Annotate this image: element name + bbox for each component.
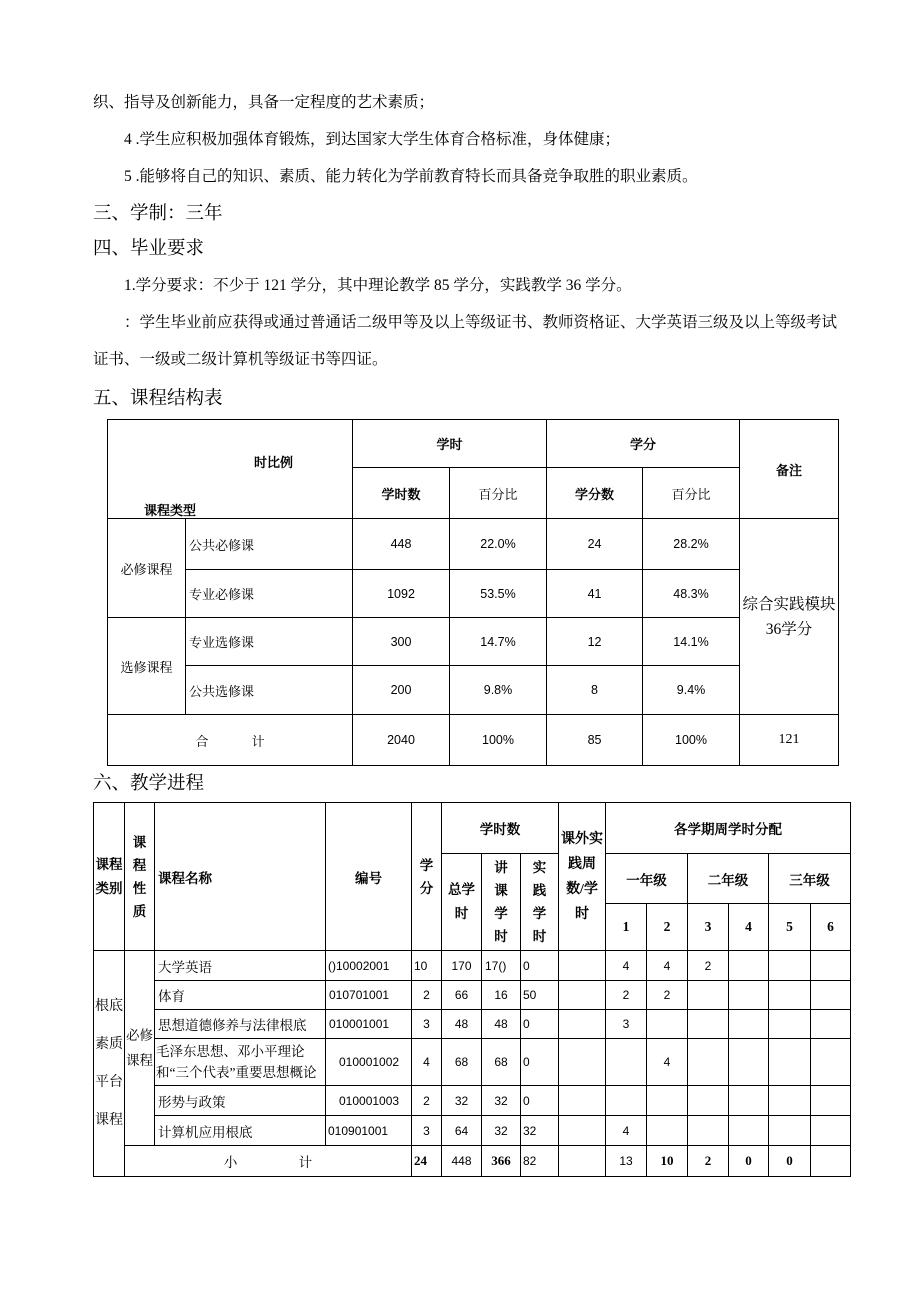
semester-1-cell: 2	[606, 981, 647, 1010]
credits-cell: 3	[412, 1116, 442, 1146]
semester-3-cell: 2	[688, 951, 729, 981]
course-code-cell: ()10002001	[326, 951, 412, 981]
note-line-module: 综合实践模块	[742, 595, 836, 613]
semester-3-header: 3	[688, 904, 729, 951]
course-code-cell: 010701001	[326, 981, 412, 1010]
section-heading-teaching-schedule: 六、教学进程	[93, 774, 205, 794]
hours-cell: 1092	[353, 570, 450, 618]
paragraph-credit-requirement: 1.学分要求：不少于 121 学分，其中理论教学 85 学分，实践教学 36 学分。	[124, 277, 632, 294]
semester-4-cell	[729, 1086, 769, 1116]
schedule-row	[94, 1010, 851, 1039]
extra-practice-header	[559, 803, 606, 951]
credits-cell: 12	[547, 618, 643, 666]
subtotal-lecture-hours: 366	[482, 1146, 521, 1177]
structure-row	[108, 618, 839, 666]
lecture-hours-header-label: 讲课学时	[494, 860, 508, 944]
subtotal-semester-3: 2	[688, 1146, 729, 1177]
course-name-cell: 思想道德修养与法律根底	[155, 1010, 326, 1039]
credits-cell: 2	[412, 981, 442, 1010]
total-label: 合 计	[108, 715, 353, 766]
course-name-cell: 形势与政策	[155, 1086, 326, 1116]
semester-2-cell	[647, 1010, 688, 1039]
course-type-cell: 专业选修课	[186, 618, 353, 666]
lecture-hours-cell: 32	[482, 1116, 521, 1146]
credits-cell: 24	[547, 519, 643, 570]
nature-header	[125, 803, 155, 951]
semester-6-cell	[811, 1116, 851, 1146]
total-hours-cell: 48	[442, 1010, 482, 1039]
extra-practice-cell	[559, 1010, 606, 1039]
hours-percent-cell: 53.5%	[450, 570, 547, 618]
section-heading-course-structure: 五、课程结构表	[93, 389, 223, 409]
paragraph-ability-continuation: 织、指导及创新能力，具备一定程度的艺术素质；	[93, 94, 435, 111]
semester-5-cell	[769, 1116, 811, 1146]
extra-practice-cell	[559, 1116, 606, 1146]
hours-cell: 300	[353, 618, 450, 666]
lecture-hours-header	[482, 854, 521, 951]
course-type-header-label: 课程类型	[144, 502, 197, 518]
total-credits: 85	[547, 715, 643, 766]
course-type-cell: 专业必修课	[186, 570, 353, 618]
semester-6-cell	[811, 981, 851, 1010]
paragraph-certificate-requirement-line-2: 证书、一级或二级计算机等级证书等四证。	[93, 351, 388, 368]
total-hours-percent: 100%	[450, 715, 547, 766]
course-code-cell: 010901001	[326, 1116, 412, 1146]
course-name-cell: 计算机应用根底	[155, 1116, 326, 1146]
credits-percent-cell: 9.4%	[643, 666, 740, 715]
section-heading-duration: 三、学制：三年	[93, 204, 223, 224]
course-code-cell: 010001001	[326, 1010, 412, 1039]
schedule-row	[94, 981, 851, 1010]
semester-3-cell	[688, 1039, 729, 1086]
course-type-cell: 公共必修课	[186, 519, 353, 570]
total-hours-cell: 66	[442, 981, 482, 1010]
credits-percent-header: 百分比	[643, 468, 740, 519]
structure-row	[108, 570, 839, 618]
note-line-credits: 36学分	[765, 620, 813, 638]
hours-percent-cell: 22.0%	[450, 519, 547, 570]
practice-hours-cell: 0	[521, 1086, 559, 1116]
subtotal-practice-hours: 82	[521, 1146, 559, 1177]
lecture-hours-cell: 68	[482, 1039, 521, 1086]
course-structure-table	[107, 419, 839, 766]
note-header: 备注	[740, 420, 839, 519]
subtotal-credits: 24	[412, 1146, 442, 1177]
category-header-label: 课程类别	[95, 856, 123, 896]
total-hours-header	[442, 854, 482, 951]
credits-group-header: 学分	[547, 420, 740, 468]
course-code-cell: 010001002	[326, 1039, 412, 1086]
credits-header	[412, 803, 442, 951]
credits-percent-cell: 48.3%	[643, 570, 740, 618]
teaching-schedule-table	[93, 802, 851, 1177]
semester-5-cell	[769, 1010, 811, 1039]
credits-percent-cell: 14.1%	[643, 618, 740, 666]
credits-percent-cell: 28.2%	[643, 519, 740, 570]
subtotal-label: 小 计	[125, 1146, 412, 1177]
semester-4-cell	[729, 951, 769, 981]
extra-practice-header-label: 课外实践周数/学时	[561, 831, 604, 922]
ratio-header-label: 时比例	[254, 454, 294, 470]
category-header	[94, 803, 125, 951]
practice-hours-cell: 0	[521, 951, 559, 981]
subtotal-extra-practice	[559, 1146, 606, 1177]
extra-practice-cell	[559, 951, 606, 981]
semester-1-cell: 3	[606, 1010, 647, 1039]
semester-6-cell	[811, 1039, 851, 1086]
semester-6-header: 6	[811, 904, 851, 951]
subtotal-semester-2: 10	[647, 1146, 688, 1177]
lecture-hours-cell: 17()	[482, 951, 521, 981]
practice-hours-header-label: 实践学时	[532, 860, 547, 944]
code-header: 编号	[326, 803, 412, 951]
course-code-cell: 010001003	[326, 1086, 412, 1116]
paragraph-item-5: 5 .能够将自己的知识、素质、能力转化为学前教育特长而具备竞争取胜的职业素质。	[124, 168, 698, 185]
nature-label: 必修课程	[126, 1028, 153, 1068]
practice-hours-cell: 0	[521, 1039, 559, 1086]
semester-2-cell	[647, 1116, 688, 1146]
practice-hours-cell: 32	[521, 1116, 559, 1146]
structure-row	[108, 666, 839, 715]
section-heading-graduation: 四、毕业要求	[93, 239, 205, 259]
semester-1-cell	[606, 1039, 647, 1086]
semester-3-cell	[688, 1086, 729, 1116]
semester-2-cell: 4	[647, 951, 688, 981]
category-elective: 选修课程	[108, 618, 186, 715]
subtotal-semester-1: 13	[606, 1146, 647, 1177]
semester-3-cell	[688, 1116, 729, 1146]
hours-percent-cell: 9.8%	[450, 666, 547, 715]
semester-group-header: 各学期周学时分配	[606, 803, 851, 854]
semester-4-cell	[729, 1116, 769, 1146]
subtotal-total-hours: 448	[442, 1146, 482, 1177]
semester-6-cell	[811, 1010, 851, 1039]
semester-5-header: 5	[769, 904, 811, 951]
hours-cell: 448	[353, 519, 450, 570]
schedule-subtotal-row	[94, 1146, 851, 1177]
hours-percent-cell: 14.7%	[450, 618, 547, 666]
schedule-row	[94, 1086, 851, 1116]
semester-3-cell	[688, 1010, 729, 1039]
course-name-cell: 体育	[155, 981, 326, 1010]
semester-5-cell	[769, 981, 811, 1010]
hours-header: 学时数	[353, 468, 450, 519]
total-note: 121	[740, 715, 839, 766]
credits-header-label: 学分	[419, 857, 434, 896]
semester-5-cell	[769, 951, 811, 981]
semester-2-header: 2	[647, 904, 688, 951]
course-name-cell: 毛泽东思想、邓小平理论和“三个代表”重要思想概论	[155, 1039, 326, 1086]
total-credits-percent: 100%	[643, 715, 740, 766]
paragraph-item-4: 4 .学生应积极加强体育锻炼，到达国家大学生体育合格标准，身体健康；	[124, 131, 621, 148]
credits-cell: 8	[547, 666, 643, 715]
total-hours: 2040	[353, 715, 450, 766]
extra-practice-cell	[559, 1039, 606, 1086]
semester-3-cell	[688, 981, 729, 1010]
practice-hours-cell: 0	[521, 1010, 559, 1039]
hours-cell: 200	[353, 666, 450, 715]
hours-group-header: 学时数	[442, 803, 559, 854]
extra-practice-cell	[559, 1086, 606, 1116]
semester-2-cell: 2	[647, 981, 688, 1010]
category-required: 必修课程	[108, 519, 186, 618]
subtotal-semester-4: 0	[729, 1146, 769, 1177]
lecture-hours-cell: 32	[482, 1086, 521, 1116]
nature-cell	[125, 951, 155, 1146]
semester-2-cell	[647, 1086, 688, 1116]
schedule-row	[94, 951, 851, 981]
total-hours-cell: 68	[442, 1039, 482, 1086]
course-name-cell: 大学英语	[155, 951, 326, 981]
credits-cell: 10	[412, 951, 442, 981]
note-cell	[740, 519, 839, 715]
category-label: 根底素质平台课程	[94, 998, 123, 1128]
practice-hours-header	[521, 854, 559, 951]
schedule-header-row	[94, 803, 851, 854]
subtotal-semester-5: 0	[769, 1146, 811, 1177]
structure-total-row	[108, 715, 839, 766]
schedule-row	[94, 1039, 851, 1086]
total-hours-cell: 32	[442, 1086, 482, 1116]
semester-4-header: 4	[729, 904, 769, 951]
year-3-header: 三年级	[769, 854, 851, 904]
credits-header: 学分数	[547, 468, 643, 519]
structure-row	[108, 519, 839, 570]
credits-cell: 2	[412, 1086, 442, 1116]
lecture-hours-cell: 48	[482, 1010, 521, 1039]
semester-6-cell	[811, 1086, 851, 1116]
schedule-row	[94, 1116, 851, 1146]
semester-2-cell: 4	[647, 1039, 688, 1086]
structure-header-row	[108, 420, 839, 468]
semester-1-cell: 4	[606, 951, 647, 981]
subtotal-semester-6	[811, 1146, 851, 1177]
credits-cell: 4	[412, 1039, 442, 1086]
total-hours-cell: 64	[442, 1116, 482, 1146]
practice-hours-cell: 50	[521, 981, 559, 1010]
semester-4-cell	[729, 1039, 769, 1086]
credits-cell: 3	[412, 1010, 442, 1039]
semester-5-cell	[769, 1086, 811, 1116]
paragraph-certificate-requirement-line-1: ：学生毕业前应获得或通过普通话二级甲等及以上等级证书、教师资格证、大学英语三级及以上等级考试	[124, 314, 838, 331]
course-type-cell: 公共选修课	[186, 666, 353, 715]
semester-6-cell	[811, 951, 851, 981]
category-cell	[94, 951, 125, 1177]
semester-1-cell	[606, 1086, 647, 1116]
hours-group-header: 学时	[353, 420, 547, 468]
structure-corner-header	[108, 420, 353, 519]
total-hours-cell: 170	[442, 951, 482, 981]
year-2-header: 二年级	[688, 854, 769, 904]
semester-1-header: 1	[606, 904, 647, 951]
semester-1-cell: 4	[606, 1116, 647, 1146]
course-name-header: 课程名称	[155, 803, 326, 951]
semester-4-cell	[729, 1010, 769, 1039]
credits-cell: 41	[547, 570, 643, 618]
lecture-hours-cell: 16	[482, 981, 521, 1010]
extra-practice-cell	[559, 981, 606, 1010]
semester-4-cell	[729, 981, 769, 1010]
nature-header-label: 课程性质	[132, 834, 147, 919]
year-1-header: 一年级	[606, 854, 688, 904]
hours-percent-header: 百分比	[450, 468, 547, 519]
total-hours-header-label: 总学时	[448, 882, 475, 921]
semester-5-cell	[769, 1039, 811, 1086]
